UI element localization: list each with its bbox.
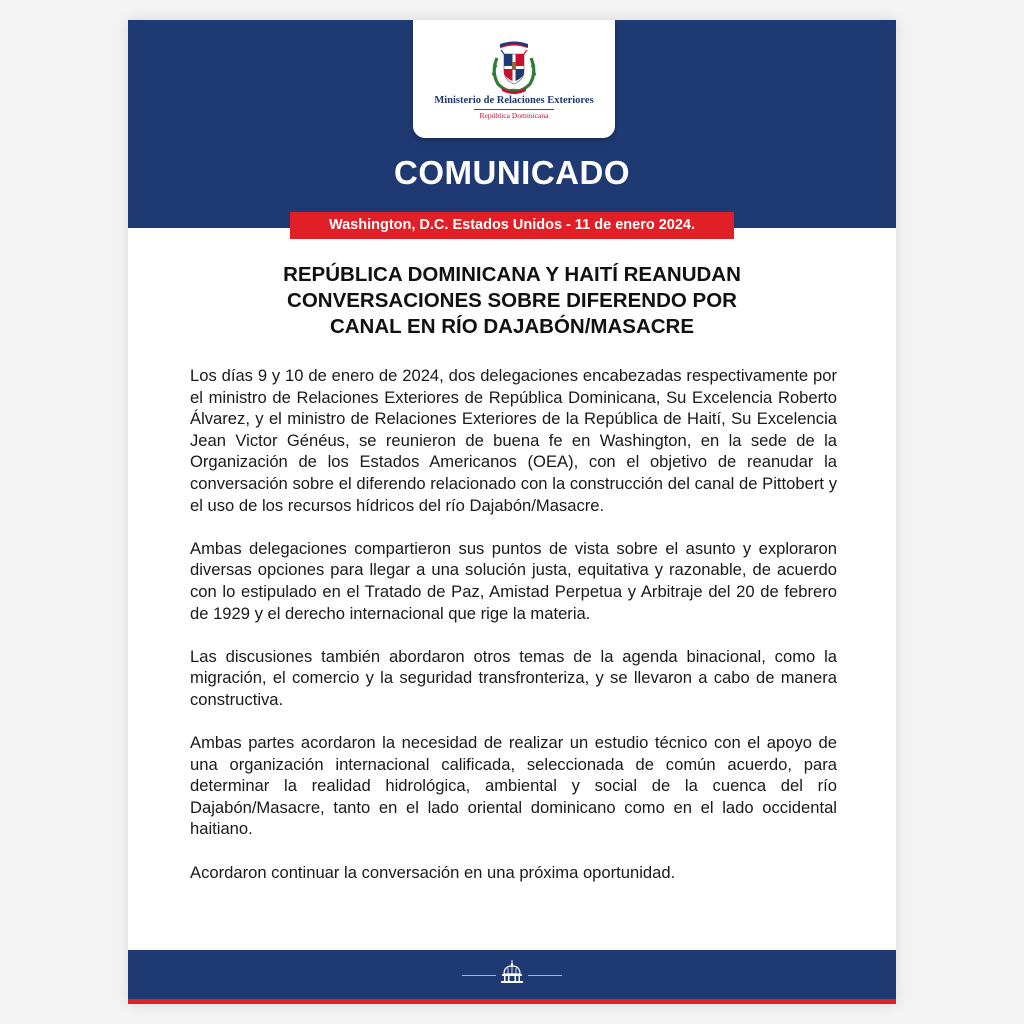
headline <box>198 262 826 340</box>
paragraph-2: Ambas delegaciones compartieron sus puntos de vista sobre el asunto y exploraron diversas opciones para llegar a una solución justa, equitativa y razonable, de acuerdo con lo estipulado en el Tratado de Paz, Amistad Perpetua y Arbitraje del 20 de febrero de 1929 y el derecho internacional que rige la materia. <box>190 538 837 623</box>
footer-red-stripe <box>128 999 896 1004</box>
paragraph-5: Acordaron continuar la conversación en una próxima oportunidad. <box>190 862 676 882</box>
headline-line-2: CONVERSACIONES SOBRE DIFERENDO POR <box>287 289 737 312</box>
dominican-coat-of-arms-icon <box>486 38 542 96</box>
body-text <box>190 365 837 883</box>
dateline-badge: Washington, D.C. Estados Unidos - 11 de enero 2024. <box>290 212 734 239</box>
national-palace-dome-icon <box>499 960 525 984</box>
footer-band <box>128 950 896 999</box>
headline-line-1: REPÚBLICA DOMINICANA Y HAITÍ REANUDAN <box>283 263 741 286</box>
footer-divider-left <box>462 975 496 976</box>
document-title: COMUNICADO <box>394 154 630 191</box>
communique-page <box>128 20 896 1004</box>
logo-divider <box>474 109 554 110</box>
paragraph-1: Los días 9 y 10 de enero de 2024, dos delegaciones encabezadas respectivamente por el ministro de Relaciones Exteriores de República Dominicana, Su Excelencia Roberto Álvarez, y el ministro de Relaciones Exteriores de la República de Haití, Su Excelencia Jean Victor Généus, se reunieron de buena fe en Washington, en la sede de la Organización de los Estados Americanos (OEA), con el objetivo de reanudar la conversación sobre el diferendo relacionado con la construcción del canal de Pittobert y el uso de los recursos hídricos del río Dajabón/Masacre. <box>190 366 837 515</box>
paragraph-4: Ambas partes acordaron la necesidad de realizar un estudio técnico con el apoyo de una organización internacional calificada, seleccionada de común acuerdo, para determinar la realidad hidrológica, ambiental y social de la cuenca del río Dajabón/Masacre, tanto en el lado oriental dominicano como en el lado occidental haitiano. <box>190 733 837 839</box>
country-name: República Dominicana <box>479 111 549 120</box>
footer-divider-right <box>528 975 562 976</box>
ministry-logo-card <box>413 20 615 138</box>
header-band <box>128 20 896 228</box>
paragraph-3: Las discusiones también abordaron otros temas de la agenda binacional, como la migración, el comercio y la seguridad transfronteriza, y se llevaron a cabo de manera constructiva. <box>190 646 837 709</box>
headline-line-3: CANAL EN RÍO DAJABÓN/MASACRE <box>329 315 695 338</box>
ministry-name: Ministerio de Relaciones Exteriores <box>434 95 594 106</box>
